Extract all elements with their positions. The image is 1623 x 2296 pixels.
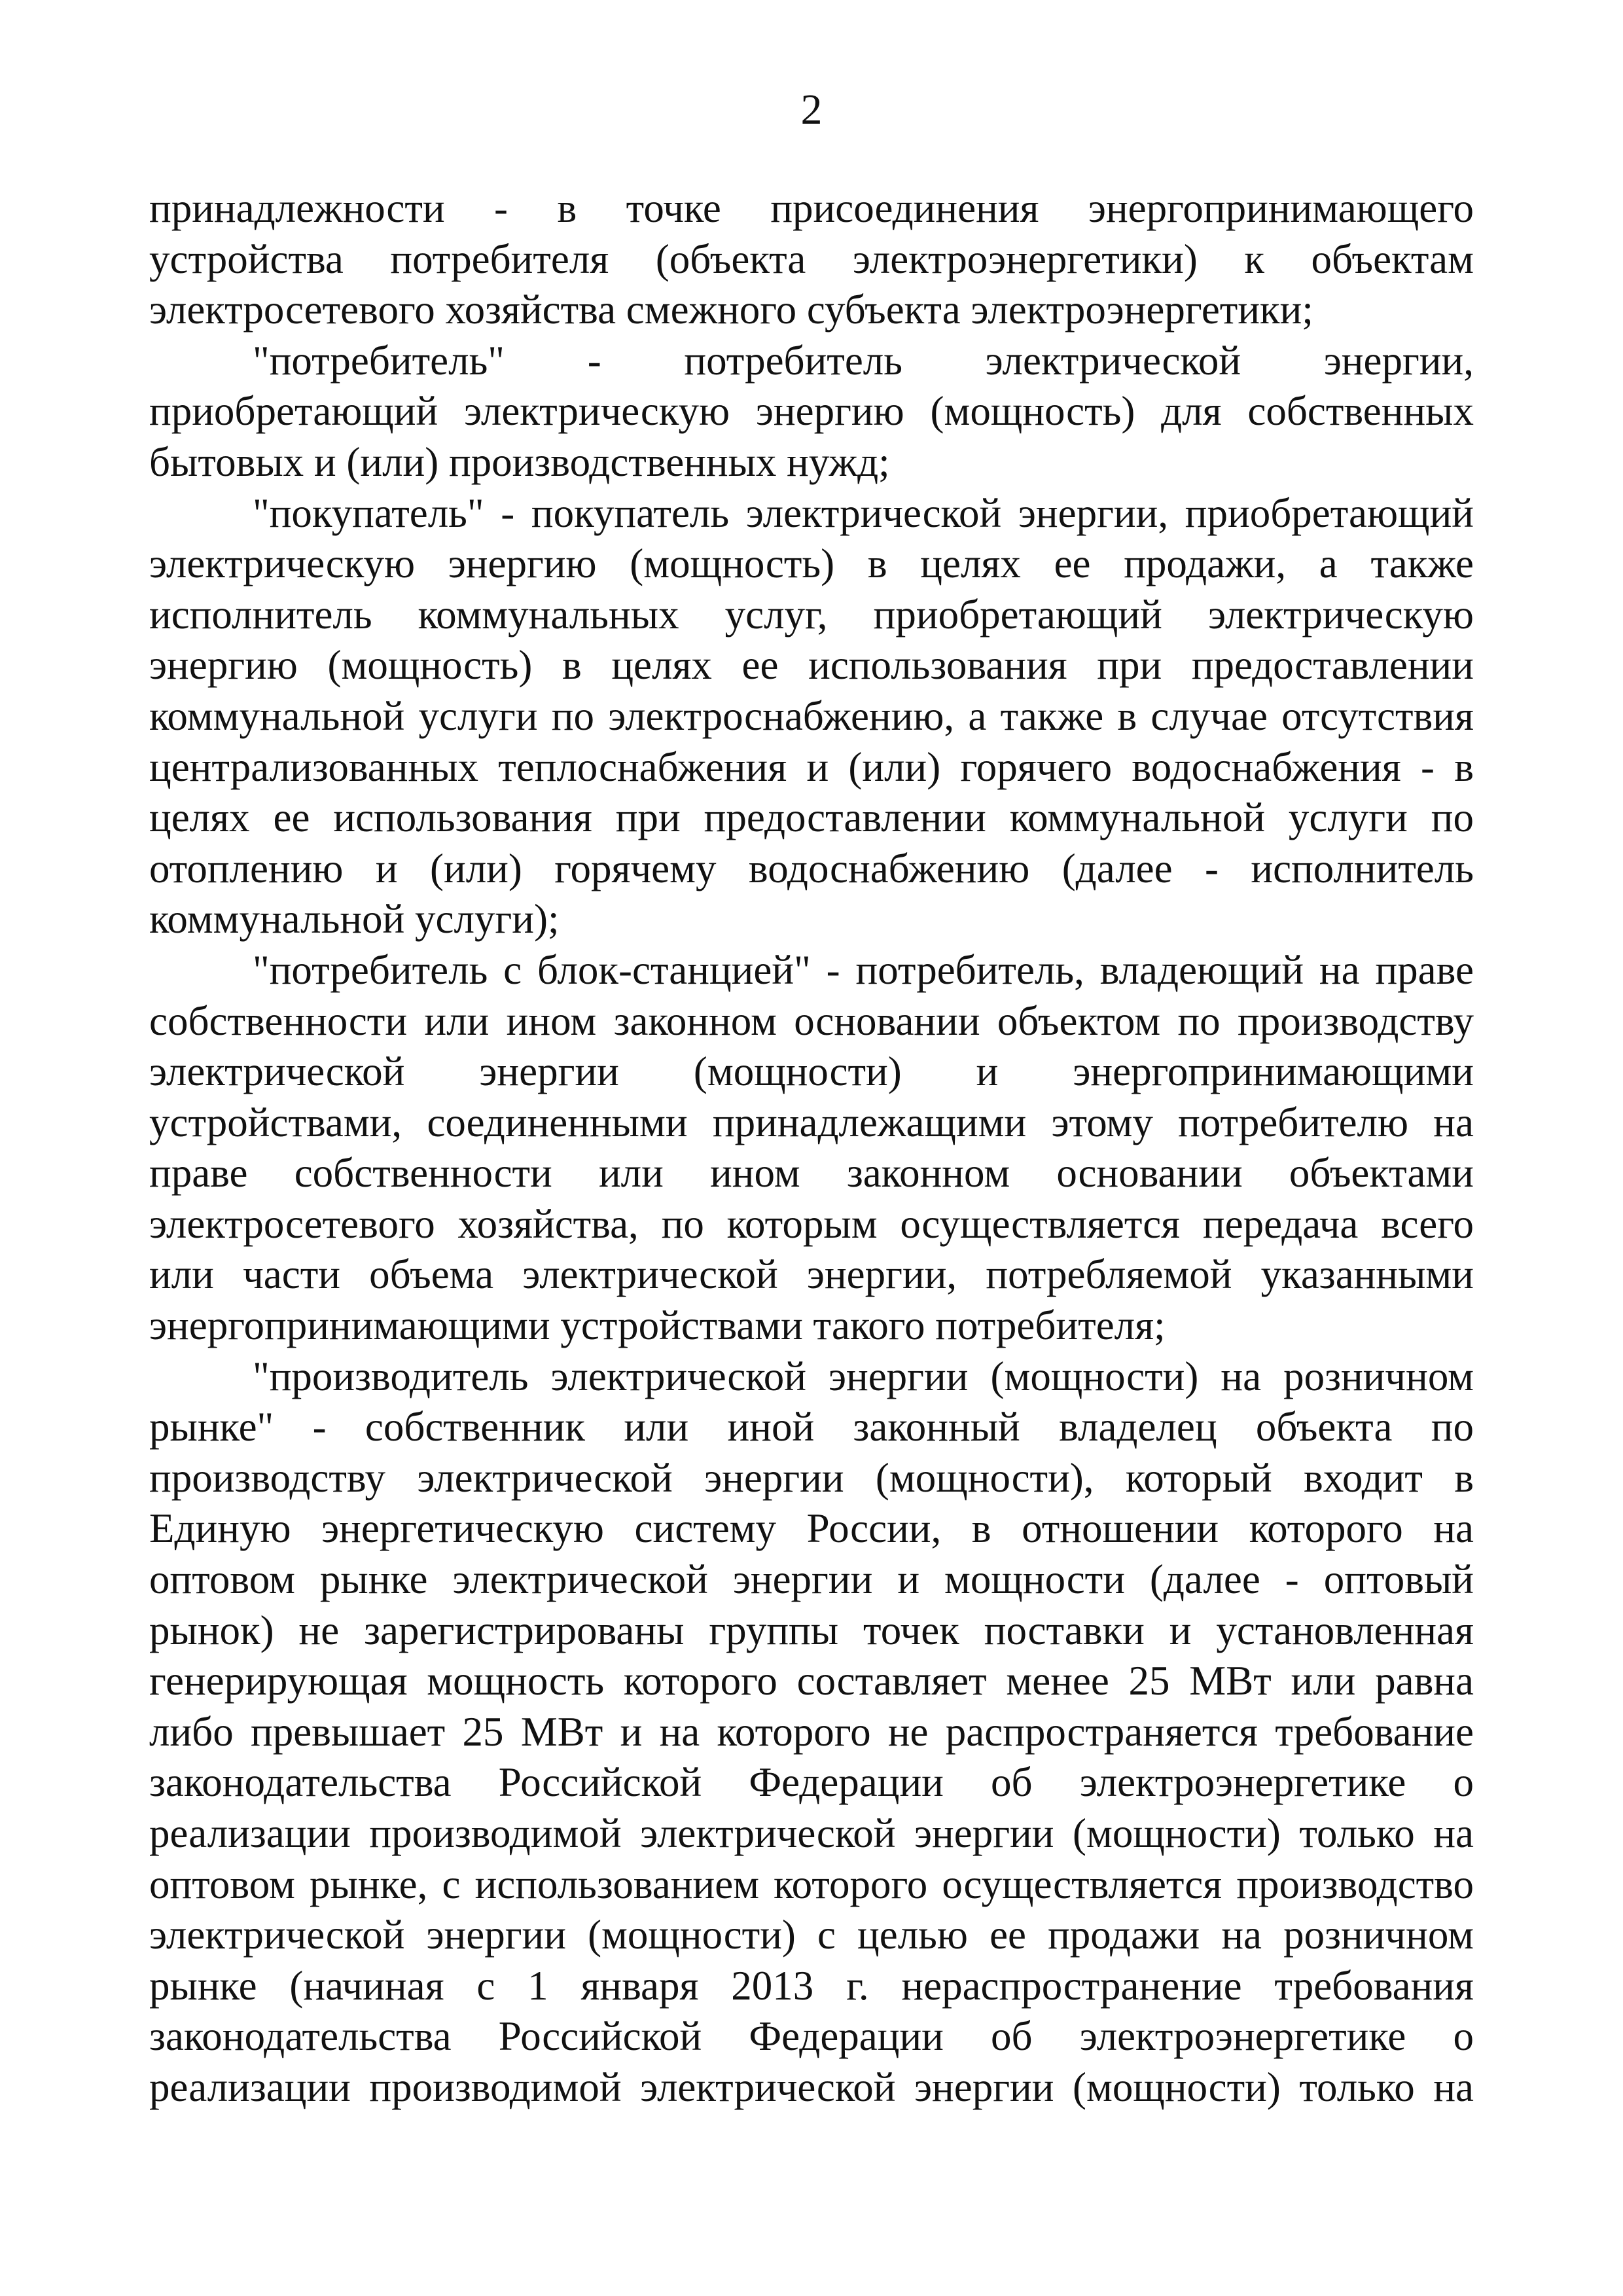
document-body <box>149 183 1474 2113</box>
page-number: 2 <box>800 86 823 134</box>
paragraph-buyer-definition: "покупатель" - покупатель электрической энергии, приобретающий электрическую энергию (мощность) в целях ее продажи, а также исполнитель коммунальных услуг, приобретающий электрическую энергию (мощность) в целях ее использования при предоставлении коммунальной услуги по электроснабжению, а также в случае отсутствия централизованных теплоснабжения и (или) горячего водоснабжения - в целях ее использования при предоставлении коммунальной услуги по отоплению и (или) горячему водоснабжению (далее - исполнитель коммунальной услуги); <box>149 490 1474 942</box>
paragraph-block-station-definition: "потребитель с блок-станцией" - потребитель, владеющий на праве собственности или ином законном основании объектом по производству электрической энергии (мощности) и энергопринимающими устройствами, соединенными принадлежащими этому потребителю на праве собственности или ином законном основании объектами электросетевого хозяйства, по которым осуществляется передача всего или части объема электрической энергии, потребляемой указанными энергопринимающими устройствами такого потребителя; <box>149 946 1474 1349</box>
paragraph-consumer-definition: "потребитель" - потребитель электрической энергии, приобретающий электрическую энергию (мощность) для собственных бытовых и (или) производственных нужд; <box>149 337 1474 485</box>
paragraph-continuation: принадлежности - в точке присоединения энергопринимающего устройства потребителя (объекта электроэнергетики) к объектам электросетевого хозяйства смежного субъекта электроэнергетики; <box>149 185 1474 333</box>
paragraph-producer-definition: "производитель электрической энергии (мощности) на розничном рынке" - собственник или иной законный владелец объекта по производству электрической энергии (мощности), который входит в Единую энергетическую систему России, в отношении которого на оптовом рынке электрической энергии и мощности (далее - оптовый рынок) не зарегистрированы группы точек поставки и установленная генерирующая мощность которого составляет менее 25 МВт или равна либо превышает 25 МВт и на которого не распространяется требование законодательства Российской Федерации об электроэнергетике о реализации производимой электрической энергии (мощности) только на оптовом рынке, с использованием которого осуществляется производство электрической энергии (мощности) с целью ее продажи на розничном рынке (начиная с 1 января 2013 г. нераспространение требования законодательства Российской Федерации об электроэнергетике о реализации производимой электрической энергии (мощности) только на <box>149 1353 1474 2110</box>
